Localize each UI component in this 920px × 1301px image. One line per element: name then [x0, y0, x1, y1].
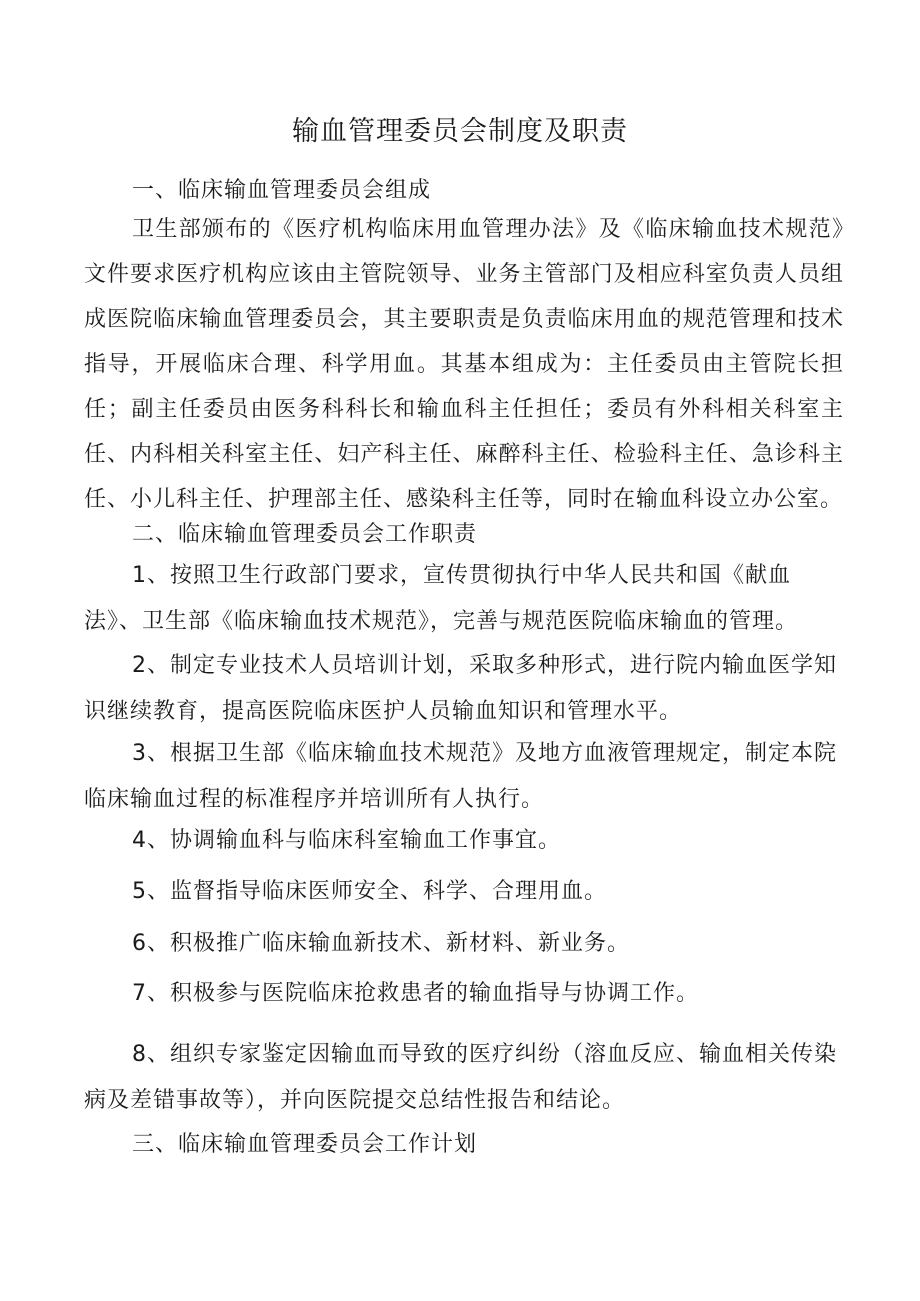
duty-item-2: 2、制定专业技术人员培训计划，采取多种形式，进行院内输血医学知识继续教育，提高医院临床医护人员输血知识和管理水平。 [84, 653, 837, 724]
section-heading-1: 一、临床输血管理委员会组成 [132, 178, 432, 203]
duty-item-5: 5、监督指导临床医师安全、科学、合理用血。 [132, 879, 607, 904]
duty-item-1: 1、按照卫生行政部门要求，宣传贯彻执行中华人民共和国《献血法》、卫生部《临床输血技术规范》，完善与规范医院临床输血的管理。 [84, 563, 799, 634]
section-heading-2: 二、临床输血管理委员会工作职责 [132, 522, 478, 547]
duty-item-3: 3、根据卫生部《临床输血技术规范》及地方血液管理规定，制定本院临床输血过程的标准程序并培训所有人执行。 [84, 741, 837, 812]
duty-item-7: 7、积极参与医院临床抢救患者的输血指导与协调工作。 [132, 981, 699, 1006]
duty-item-8: 8、组织专家鉴定因输血而导致的医疗纠纷（溶血反应、输血相关传染病及差错事故等），并向医院提交总结性报告和结论。 [84, 1042, 837, 1113]
duty-item-4: 4、协调输血科与临床科室输血工作事宜。 [132, 828, 561, 853]
section-1-paragraph: 卫生部颁布的《医疗机构临床用血管理办法》及《临床输血技术规范》文件要求医疗机构应该由主管院领导、业务主管部门及相应科室负责人员组成医院临床输血管理委员会，其主要职责是负责临床用血的规范管理和技术指导，开展临床合理、科学用血。其基本组成为：主任委员由主管院长担任；副主任委员由医务科科长和输血科主任担任；委员有外科相关科室主任、内科相关科室主任、妇产科主任、麻醉科主任、检验科主任、急诊科主任、小儿科主任、护理部主任、感染科主任等，同时在输血科设立办公室。 [84, 217, 844, 512]
duty-item-6: 6、积极推广临床输血新技术、新材料、新业务。 [132, 931, 630, 956]
document-title: 输血管理委员会制度及职责 [292, 116, 628, 147]
section-heading-3: 三、临床输血管理委员会工作计划 [132, 1132, 478, 1157]
